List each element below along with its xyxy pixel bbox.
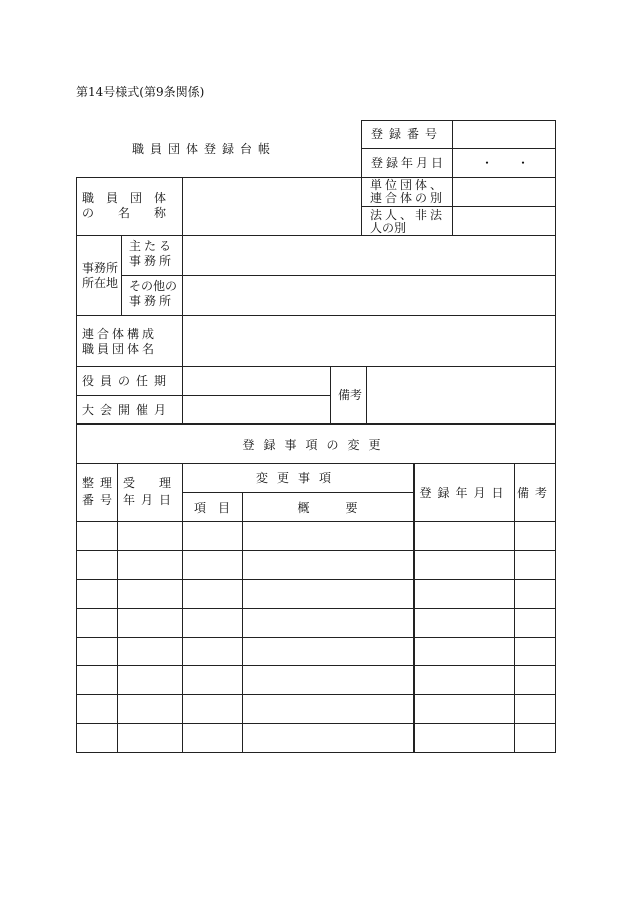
office-location-label: 事務所 xyxy=(82,261,119,275)
main-office-label: 主たる xyxy=(129,239,175,253)
col-remarks: 備考 xyxy=(516,486,553,500)
border-line xyxy=(361,120,556,121)
form-number-label: 第14号様式(第9条関係) xyxy=(76,85,205,99)
other-office-label: その他の xyxy=(129,279,178,293)
col-juri-2: 年月日 xyxy=(123,493,178,507)
border-line xyxy=(76,177,556,178)
table-row-line xyxy=(76,579,556,580)
registration-number-label: 登録番号 xyxy=(371,127,444,141)
col-seiri-2: 番号 xyxy=(82,493,119,507)
col-change-items: 変更事項 xyxy=(255,471,340,485)
changes-section-title: 登録事項の変更 xyxy=(242,438,390,452)
registry-form xyxy=(76,120,556,753)
federation-members-label-2: 職員団体名 xyxy=(82,342,158,356)
border-line xyxy=(76,177,77,753)
union-name-label-2: の 名 称 xyxy=(82,206,167,220)
col-summary: 概 要 xyxy=(297,501,358,515)
other-office-label-2: 事務所 xyxy=(129,294,175,308)
corporate-type-label: 法人、非法 xyxy=(370,208,446,222)
form-title: 職員団体登録台帳 xyxy=(132,142,277,156)
officer-term-label: 役員の任期 xyxy=(82,374,173,388)
remarks-label: 備考 xyxy=(338,388,363,402)
unit-type-label-2: 連合体の別 xyxy=(370,191,446,205)
col-registration-date: 登録年月日 xyxy=(419,486,510,500)
meeting-month-label: 大会開催月 xyxy=(82,403,173,417)
unit-type-label: 単位団体、 xyxy=(370,178,446,192)
main-office-label-2: 事務所 xyxy=(129,254,175,268)
table-row-line xyxy=(76,723,556,724)
col-item: 項 目 xyxy=(193,501,230,515)
col-juri: 受 理 xyxy=(123,476,172,490)
table-row-line xyxy=(76,550,556,551)
table-row-line xyxy=(76,694,556,695)
registration-date-label: 登録年月日 xyxy=(371,156,447,170)
col-seiri: 整理 xyxy=(82,476,119,490)
corporate-type-label-2: 人の別 xyxy=(370,221,407,235)
table-row-line xyxy=(76,637,556,638)
border-line xyxy=(555,120,556,753)
office-location-label-2: 所在地 xyxy=(82,276,119,290)
table-row-line xyxy=(76,608,556,609)
federation-members-label: 連合体構成 xyxy=(82,327,158,341)
registration-date-dots: ・ ・ xyxy=(481,156,530,170)
table-row-line xyxy=(76,665,556,666)
border-line xyxy=(76,752,556,753)
union-name-label: 職 員 団 体 xyxy=(82,191,167,205)
